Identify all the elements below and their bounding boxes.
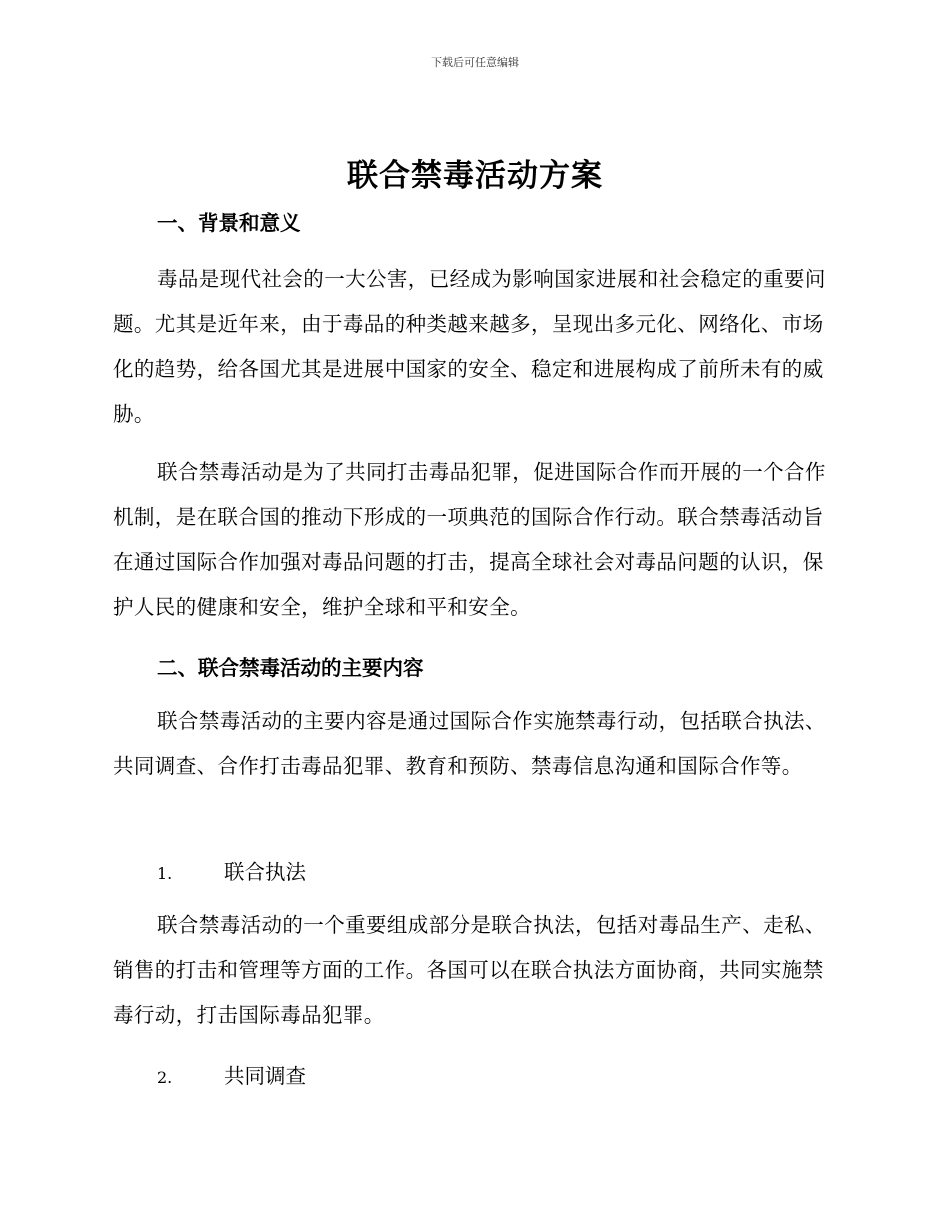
paragraph-text: 联合禁毒活动是为了共同打击毒品犯罪，促进国际合作而开展的一个合作机制，是在联合国的推动下形成的一项典范的国际合作行动。联合禁毒活动旨在通过国际合作加强对毒品问题的打击，提高全球社会对毒品问题的认识，保护人民的健康和安全，维护全球和平和安全。 xyxy=(113,460,826,619)
section-heading-background: 一、背景和意义 xyxy=(157,211,301,235)
list-label: 联合执法 xyxy=(224,860,306,884)
list-number: 1. xyxy=(157,864,173,883)
list-item-joint-enforcement xyxy=(157,855,306,885)
list-number: 2. xyxy=(157,1068,173,1087)
paragraph-text: 毒品是现代社会的一大公害，已经成为影响国家进展和社会稳定的重要问题。尤其是近年来，由于毒品的种类越来越多，呈现出多元化、网络化、市场化的趋势，给各国尤其是进展中国家的安全、稳定和进展构成了前所未有的威胁。 xyxy=(113,267,826,426)
document-title: 联合禁毒活动方案 xyxy=(347,158,603,194)
paragraph-background-1 xyxy=(113,257,833,437)
list-label: 共同调查 xyxy=(224,1064,306,1088)
list-item-joint-investigation xyxy=(157,1059,306,1089)
paragraph-text: 联合禁毒活动的一个重要组成部分是联合执法，包括对毒品生产、走私、销售的打击和管理等方面的工作。各国可以在联合执法方面协商，共同实施禁毒行动，打击国际毒品犯罪。 xyxy=(113,913,826,1027)
paragraph-joint-enforcement xyxy=(113,903,833,1038)
header-note: 下载后可任意编辑 xyxy=(431,56,519,69)
paragraph-main-content xyxy=(113,699,833,789)
paragraph-text: 联合禁毒活动的主要内容是通过国际合作实施禁毒行动，包括联合执法、共同调查、合作打击毒品犯罪、教育和预防、禁毒信息沟通和国际合作等。 xyxy=(113,709,826,778)
section-heading-main-content: 二、联合禁毒活动的主要内容 xyxy=(157,656,424,680)
paragraph-background-2 xyxy=(113,450,833,630)
